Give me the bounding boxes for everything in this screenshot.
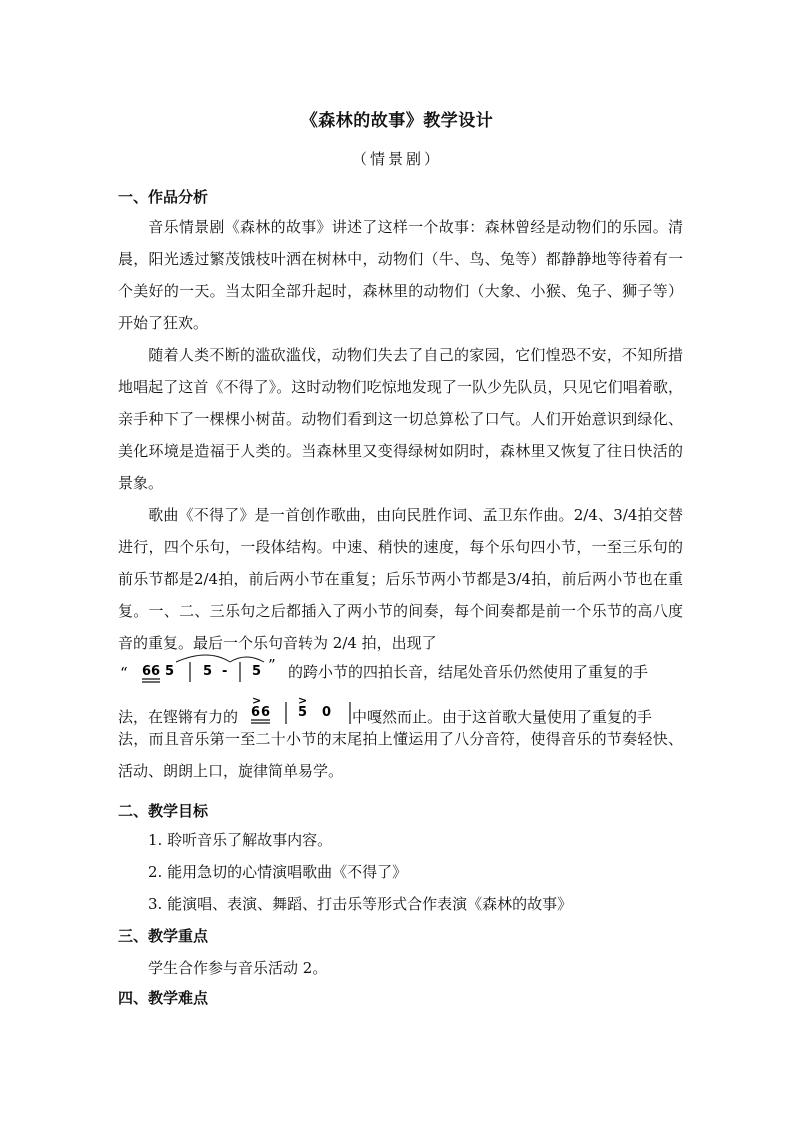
paragraph-text: 法，而且音乐第一至二十小节的末尾拍上懂运用了八分音符，使得音乐的节奏轻快、活动、朗朗上口，旋律简单易学。: [118, 730, 683, 780]
section-heading-key-points: 三、教学重点: [118, 927, 209, 945]
quote-close: ”: [268, 656, 276, 674]
paragraph-rhythm: [118, 723, 683, 787]
paragraph-story-intro: [118, 211, 683, 339]
text-line: 法，在铿锵有力的: [118, 708, 239, 726]
paragraph-text: 音乐情景剧《森林的故事》讲述了这样一个故事：森林曾经是动物们的乐园。清晨，阳光透过繁茂饿枝叶洒在树林中，动物们（牛、鸟、兔等）都静静地等待着有一个美好的一天。当太阳全部升起时，森林里的动物们（大象、小猴、兔子、狮子等）开始了狂欢。: [118, 218, 683, 332]
list-item: 2. 能用急切的心情演唱歌曲《不得了》: [148, 863, 408, 881]
key-point-text: 学生合作参与音乐活动 2。: [148, 959, 328, 977]
note: 5: [165, 664, 175, 679]
note: 6: [251, 705, 261, 720]
paragraph-text: 随着人类不断的滥砍滥伐，动物们失去了自己的家园，它们惶恐不安，不知所措地唱起了这首《不得了》。这时动物们吃惊地发现了一队少先队员，只见它们唱着歌，亲手种下了一棵棵小树苗。动物们看到这一切总算松了口气。人们开始意识到绿化、美化环境是造福于人类的。当森林里又变得绿树如阴时，森林里又恢复了往日快活的景象。: [118, 346, 683, 492]
note: 5: [252, 664, 262, 679]
text-line: 的跨小节的四拍长音，结尾处音乐仍然使用了重复的手: [288, 663, 649, 681]
note: 6: [151, 664, 161, 679]
note: 5: [298, 705, 308, 720]
note: 6: [142, 664, 152, 679]
paragraph-text: 歌曲《不得了》是一首创作歌曲，由向民胜作词、孟卫东作曲。2/4、3/4拍交替进行，四个乐句，一段体结构。中速、稍快的速度，每个乐句四小节，一至三乐句的前乐节都是2/4拍，前后两小节在重复；后乐节两小节都是3/4拍，前后两小节也在重复。一、二、三乐句之后都插入了两小节的间奏，每个间奏都是前一个乐节的高八度音的重复。最后一个乐句音转为 2/4 拍，出现了: [118, 506, 683, 652]
paragraph-story-conflict: [118, 339, 683, 499]
page-subtitle: （情景剧）: [351, 150, 442, 168]
list-item: 1. 聆听音乐了解故事内容。: [148, 831, 333, 849]
paragraph-song-analysis: [118, 499, 683, 659]
note: 0: [322, 705, 332, 720]
note: 5: [203, 664, 213, 679]
accent-mark: >: [298, 694, 308, 707]
notation-long-note: [118, 650, 283, 690]
quote-open: “: [120, 664, 128, 682]
section-heading-analysis: 一、作品分析: [118, 188, 209, 206]
page-title: 《森林的故事》教学设计: [300, 111, 494, 131]
dash: -: [222, 664, 228, 679]
text-line: 中嘎然而止。由于这首歌大量使用了重复的手: [352, 708, 653, 726]
list-item: 3. 能演唱、表演、舞蹈、打击乐等形式合作表演《森林的故事》: [148, 895, 573, 913]
accent-mark: >: [252, 694, 262, 707]
note: 6: [261, 705, 271, 720]
section-heading-difficulties: 四、教学难点: [118, 989, 209, 1007]
section-heading-goals: 二、教学目标: [118, 802, 209, 820]
